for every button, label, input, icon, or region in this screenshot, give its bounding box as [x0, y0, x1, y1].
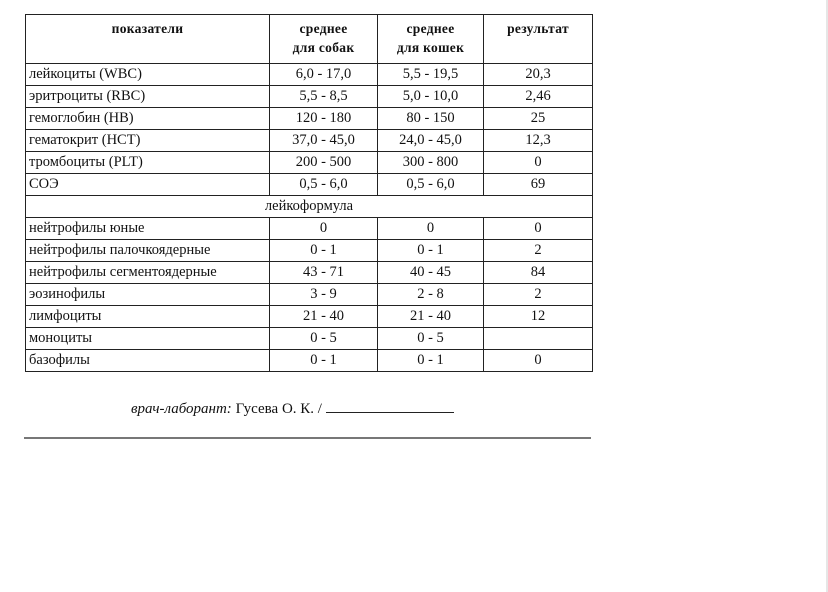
dogs-range: 0,5 - 6,0: [270, 174, 378, 196]
header-cats-average: среднее для кошек: [378, 15, 484, 64]
result-value: 12,3: [484, 130, 593, 152]
dogs-range: 200 - 500: [270, 152, 378, 174]
table-row: [26, 350, 593, 372]
indicator-name: эозинофилы: [26, 284, 270, 306]
indicator-name: нейтрофилы сегментоядерные: [26, 262, 270, 284]
result-value: 20,3: [484, 64, 593, 86]
result-value: 0: [484, 350, 593, 372]
indicator-name: гематокрит (НСТ): [26, 130, 270, 152]
result-value: 2,46: [484, 86, 593, 108]
table-row: [26, 306, 593, 328]
table-row: [26, 328, 593, 350]
lab-results-table: [25, 14, 593, 372]
dogs-range: 120 - 180: [270, 108, 378, 130]
table-row: [26, 218, 593, 240]
table-row: [26, 284, 593, 306]
indicator-name: лимфоциты: [26, 306, 270, 328]
indicator-name: нейтрофилы палочкоядерные: [26, 240, 270, 262]
table-body-bottom: [26, 218, 593, 372]
table-row: [26, 262, 593, 284]
table-row: [26, 64, 593, 86]
cats-range: 2 - 8: [378, 284, 484, 306]
dogs-range: 3 - 9: [270, 284, 378, 306]
header-dogs-average: среднее для собак: [270, 15, 378, 64]
indicator-name: эритроциты (RBC): [26, 86, 270, 108]
cats-range: 300 - 800: [378, 152, 484, 174]
dogs-range: 6,0 - 17,0: [270, 64, 378, 86]
cats-range: 0,5 - 6,0: [378, 174, 484, 196]
cats-range: 5,5 - 19,5: [378, 64, 484, 86]
indicator-name: моноциты: [26, 328, 270, 350]
header-indicators: показатели: [26, 15, 270, 64]
result-value: 0: [484, 152, 593, 174]
cats-range: 0: [378, 218, 484, 240]
dogs-range: 0: [270, 218, 378, 240]
cats-range: 5,0 - 10,0: [378, 86, 484, 108]
dogs-range: 0 - 5: [270, 328, 378, 350]
cats-range: 40 - 45: [378, 262, 484, 284]
signature-line: [131, 398, 454, 418]
dogs-range: 0 - 1: [270, 350, 378, 372]
result-value: 2: [484, 240, 593, 262]
section-row: [26, 196, 593, 218]
signature-role: врач-лаборант:: [131, 401, 232, 417]
table-body-top: [26, 64, 593, 196]
section-label: лейкоформула: [26, 196, 593, 218]
section-leukoformula: [26, 196, 593, 218]
cats-range: 80 - 150: [378, 108, 484, 130]
dogs-range: 5,5 - 8,5: [270, 86, 378, 108]
dogs-range: 37,0 - 45,0: [270, 130, 378, 152]
indicator-name: лейкоциты (WBC): [26, 64, 270, 86]
indicator-name: тромбоциты (PLT): [26, 152, 270, 174]
table-row: [26, 174, 593, 196]
table-row: [26, 152, 593, 174]
result-value: 25: [484, 108, 593, 130]
table-row: [26, 108, 593, 130]
result-value: 0: [484, 218, 593, 240]
cats-range: 0 - 5: [378, 328, 484, 350]
cats-range: 24,0 - 45,0: [378, 130, 484, 152]
signature-person: Гусева О. К. /: [235, 401, 322, 417]
cats-range: 21 - 40: [378, 306, 484, 328]
indicator-name: гемоглобин (НВ): [26, 108, 270, 130]
indicator-name: СОЭ: [26, 174, 270, 196]
signature-blank: [326, 398, 454, 413]
table-row: [26, 240, 593, 262]
indicator-name: базофилы: [26, 350, 270, 372]
cats-range: 0 - 1: [378, 350, 484, 372]
result-value: [484, 328, 593, 350]
dogs-range: 21 - 40: [270, 306, 378, 328]
indicator-name: нейтрофилы юные: [26, 218, 270, 240]
result-value: 2: [484, 284, 593, 306]
cats-range: 0 - 1: [378, 240, 484, 262]
table-row: [26, 130, 593, 152]
result-value: 12: [484, 306, 593, 328]
table-row: [26, 86, 593, 108]
bottom-rule: [24, 437, 591, 439]
header-result: результат: [484, 15, 593, 64]
result-value: 69: [484, 174, 593, 196]
dogs-range: 43 - 71: [270, 262, 378, 284]
dogs-range: 0 - 1: [270, 240, 378, 262]
header-row: [26, 15, 593, 64]
result-value: 84: [484, 262, 593, 284]
